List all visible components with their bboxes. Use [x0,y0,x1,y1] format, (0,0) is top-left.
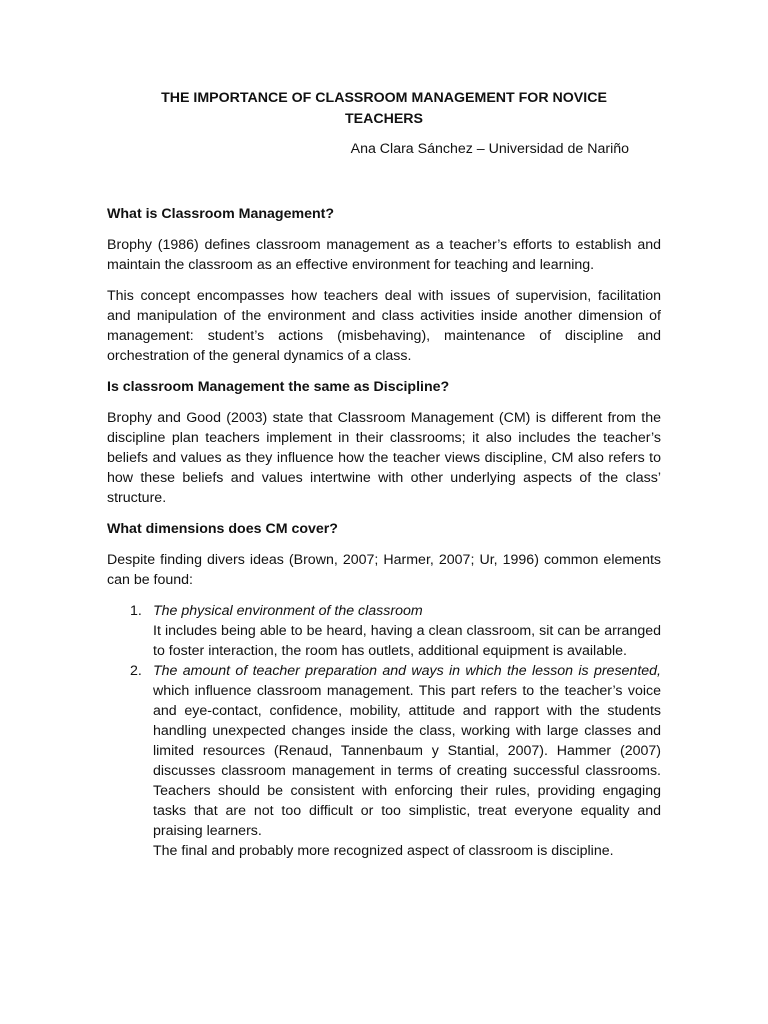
list-item-title: The amount of teacher preparation and ways in which the lesson is presented, [153,663,661,679]
section-heading-what-is-cm: What is Classroom Management? [107,206,335,222]
list-item-body: It includes being able to be heard, having a clean classroom, sit can be arranged to foster interaction, the room has outlets, additional equipment is available. [153,623,661,659]
list-item-content [153,661,661,841]
list-item-title: The physical environment of the classroom [153,603,423,619]
paragraph-brophy-good: Brophy and Good (2003) state that Classroom Management (CM) is different from the discipline plan teachers implement in their classrooms; it also includes the teacher’s beliefs and values as they influence how the teacher views discipline, CM also refers to how these beliefs and values intertwine with other underlying aspects of the class’ structure. [107,410,661,506]
document-title: THE IMPORTANCE OF CLASSROOM MANAGEMENT FOR NOVICE TEACHERS [161,90,607,127]
list-item-number: 2. [130,663,142,679]
list-item-extra: The final and probably more recognized aspect of classroom is discipline. [153,843,614,859]
list-item [107,661,661,861]
section-heading-cm-vs-discipline: Is classroom Management the same as Discipline? [107,379,450,395]
document-page [107,88,661,861]
list-item-body: which influence classroom management. This part refers to the teacher’s voice and eye-contact, confidence, mobility, attitude and rapport with the students handling unexpected changes inside the class, working with large classes and limited resources (Renaud, Tannenbaum y Stantial, 2007). Hammer (2007) discusses classroom management in terms of creating successful classrooms. Teachers should be consistent with enforcing their rules, providing engaging tasks that are not too difficult or too simplistic, treat everyone equality and praising learners. [153,683,661,839]
paragraph-brophy-definition: Brophy (1986) defines classroom management as a teacher’s efforts to establish and maintain the classroom as an effective environment for teaching and learning. [107,237,661,273]
list-item-number: 1. [130,603,142,619]
dimensions-list [107,601,661,861]
paragraph-concept-encompasses: This concept encompasses how teachers deal with issues of supervision, facilitation and manipulation of the environment and class activities inside another dimension of management: student’s actions (misbehaving), maintenance of discipline and orchestration of the general dynamics of a class. [107,288,661,364]
document-author: Ana Clara Sánchez – Universidad de Nariño [350,141,629,157]
paragraph-common-elements: Despite finding divers ideas (Brown, 2007; Harmer, 2007; Ur, 1996) common elements can be found: [107,552,661,588]
section-heading-cm-dimensions: What dimensions does CM cover? [107,521,338,537]
list-item [107,601,661,661]
